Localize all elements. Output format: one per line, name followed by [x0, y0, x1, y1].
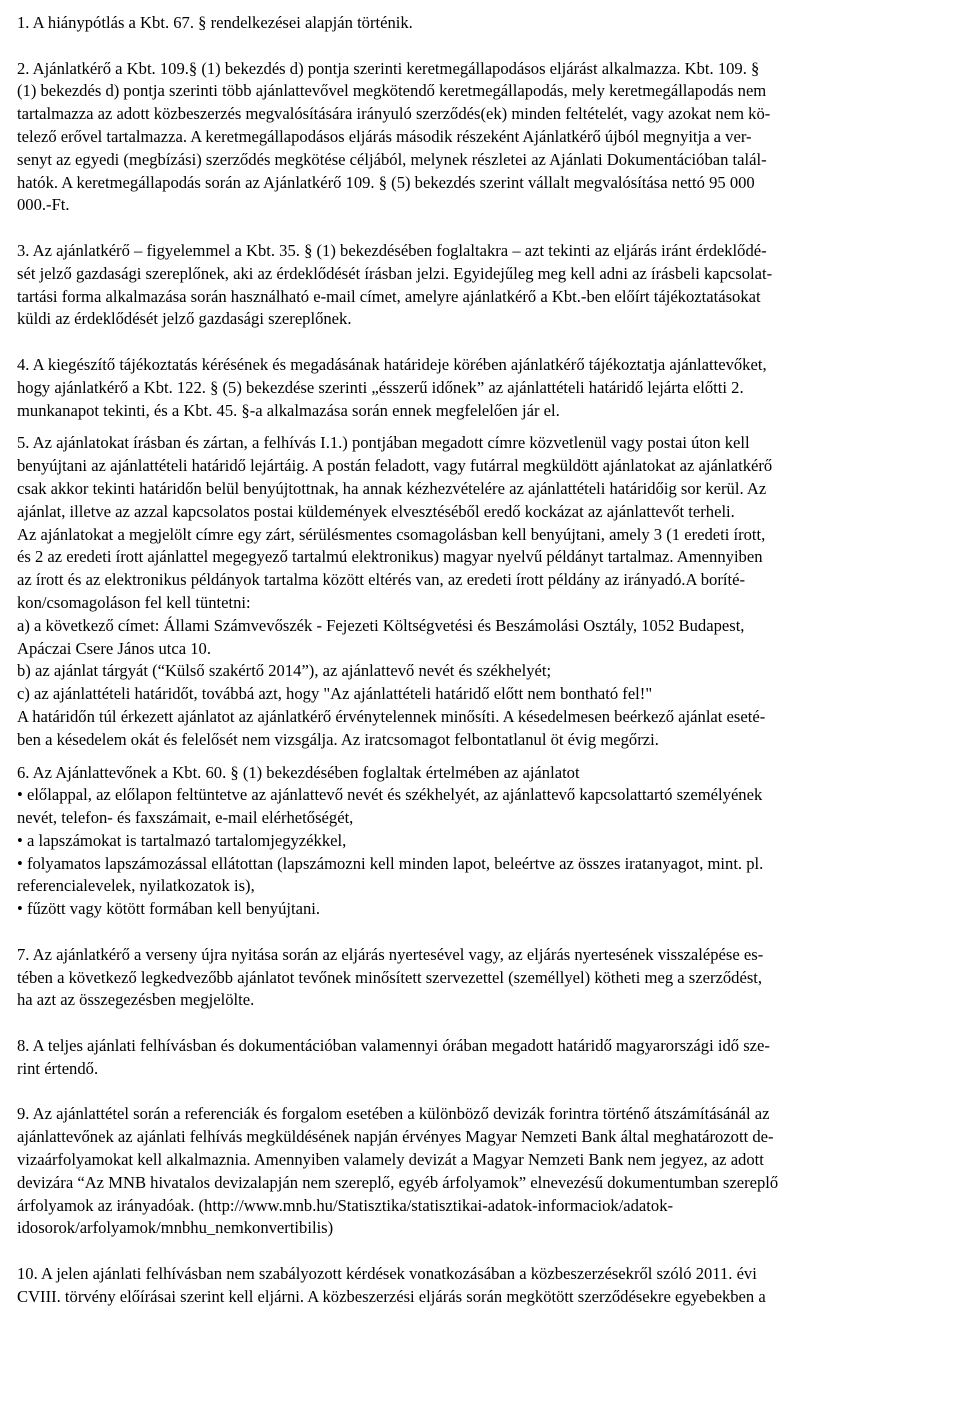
paragraph-gap — [17, 921, 943, 944]
text-line: 1. A hiánypótlás a Kbt. 67. § rendelkezései alapján történik. — [17, 13, 413, 32]
list-item: • a lapszámokat is tartalmazó tartalomjegyzékkel, — [17, 830, 347, 850]
text-line: 000.-Ft. — [17, 195, 70, 215]
text-line: a) a következő címet: Állami Számvevőszék - Fejezeti Költségvetési és Beszámolási Osztály, 1052 Budapest, — [17, 615, 745, 635]
text-line: 3. Az ajánlatkérő – figyelemmel a Kbt. 35. § (1) bekezdésében foglaltakra – azt tekinti az eljárás iránt érdeklődé- — [17, 240, 767, 260]
text-line: csak akkor tekinti határidőn belül benyújtottnak, ha annak kézhezvételére az ajánlattételi határidőig sor kerül. Az — [17, 478, 767, 498]
paragraph-1 — [17, 12, 943, 35]
text-line: senyt az egyedi (megbízási) szerződés megkötése céljából, melynek részletei az Ajánlati Dokumentációban talál- — [17, 149, 767, 169]
text-line: küldi az érdeklődését jelző gazdasági szereplőnek. — [17, 309, 352, 329]
text-line: 7. Az ajánlatkérő a verseny újra nyitása során az eljárás nyertesével vagy, az eljárás nyertesének visszalépése es- — [17, 944, 764, 964]
paragraph-gap — [17, 422, 943, 432]
text-line: ha azt az összegezésben megjelölte. — [17, 990, 255, 1010]
text-line: telező erővel tartalmazza. A keretmegállapodásos eljárás második részeként Ajánlatkérő újból megnyitja a ver- — [17, 126, 752, 146]
text-line: devizára “Az MNB hivatalos devizalapján nem szereplő, egyéb árfolyamok” elnevezésű dokumentumban szereplő — [17, 1172, 779, 1192]
paragraph-gap — [17, 217, 943, 240]
paragraph-gap — [17, 1240, 943, 1263]
text-line: ajánlattevőnek az ajánlati felhívás megküldésének napján érvényes Magyar Nemzeti Bank által meghatározott de- — [17, 1127, 774, 1147]
text-line: (1) bekezdés d) pontja szerinti több ajánlattevővel megkötendő keretmegállapodás, mely keretmegállapodás nem — [17, 81, 767, 101]
paragraph-8 — [17, 1035, 943, 1081]
list-item: • előlappal, az előlapon feltüntetve az ajánlattevő nevét és székhelyét, az ajánlattevő kapcsolattartó személyének — [17, 785, 763, 805]
text-line: benyújtani az ajánlattételi határidő lejártáig. A postán feladott, vagy futárral megküldött ajánlatokat az ajánlatkérő — [17, 456, 773, 476]
paragraph-9 — [17, 1103, 943, 1240]
text-line: árfolyamok az irányadóak. (http://www.mnb.hu/Statisztika/statisztikai-adatok-informaciok/adatok- — [17, 1195, 674, 1215]
paragraph-gap — [17, 1012, 943, 1035]
text-line: hogy ajánlatkérő a Kbt. 122. § (5) bekezdése szerinti „ésszerű időnek” az ajánlattételi határidő lejárta előtti 2. — [17, 377, 744, 397]
text-line: 9. Az ajánlattétel során a referenciák és forgalom esetében a különböző devizák forintra történő átszámításánál az — [17, 1104, 770, 1124]
text-line: referencialevelek, nyilatkozatok is), — [17, 876, 255, 896]
text-line: 4. A kiegészítő tájékoztatás kérésének és megadásának határideje körében ajánlatkérő tájékoztatja ajánlattevőket, — [17, 354, 767, 374]
text-line: idosorok/arfolyamok/mnbhu_nemkonvertibilis) — [17, 1218, 334, 1238]
text-line: tében a következő legkedvezőbb ajánlatot tevőnek minősített szervezettel (személlyel) kötheti meg a szerződést, — [17, 967, 763, 987]
paragraph-4 — [17, 354, 943, 422]
paragraph-6 — [17, 762, 943, 922]
text-line: 8. A teljes ajánlati felhívásban és dokumentációban valamennyi órában megadott határidő magyarországi idő sze- — [17, 1036, 770, 1056]
text-line: nevét, telefon- és faxszámait, e-mail elérhetőségét, — [17, 808, 354, 828]
paragraph-gap — [17, 35, 943, 58]
text-line: 6. Az Ajánlattevőnek a Kbt. 60. § (1) bekezdésében foglaltak értelmében az ajánlatot — [17, 762, 580, 782]
paragraph-gap — [17, 331, 943, 354]
text-line: 10. A jelen ajánlati felhívásban nem szabályozott kérdések vonatkozásában a közbeszerzésekről szóló 2011. évi — [17, 1264, 757, 1284]
paragraph-10 — [17, 1263, 943, 1309]
text-line: az írott és az elektronikus példányok tartalma között eltérés van, az eredeti írott példány az irányadó.A boríté- — [17, 570, 745, 590]
document-body — [17, 12, 943, 1309]
paragraph-2 — [17, 58, 943, 218]
text-line: sét jelző gazdasági szereplőnek, aki az érdeklődését írásban jelzi. Egyidejűleg meg kell adni az írásbeli kapcsolat- — [17, 263, 773, 283]
text-line: tartalmazza az adott közbeszerzés megvalósítására irányuló szerződés(ek) minden feltételét, vagy azokat nem kö- — [17, 104, 771, 124]
text-line: munkanapot tekinti, és a Kbt. 45. §-a alkalmazása során ennek megfelelően jár el. — [17, 400, 560, 420]
text-line: Az ajánlatokat a megjelölt címre egy zárt, sérülésmentes csomagolásban kell benyújtani, amely 3 (1 eredeti írott, — [17, 524, 766, 544]
text-line: ajánlat, illetve az azzal kapcsolatos postai küldemények elvesztéséből eredő kockázat az ajánlattevőt terheli. — [17, 501, 735, 521]
text-line: A határidőn túl érkezett ajánlatot az ajánlatkérő érvénytelennek minősíti. A késedelmesen beérkező ajánlat eseté- — [17, 706, 766, 726]
text-line: kon/csomagoláson fel kell tüntetni: — [17, 592, 251, 612]
paragraph-7 — [17, 944, 943, 1012]
text-line: b) az ajánlat tárgyát (“Külső szakértő 2014”), az ajánlattevő nevét és székhelyét; — [17, 661, 552, 681]
text-line: ben a késedelem okát és felelősét nem vizsgálja. Az iratcsomagot felbontatlanul öt évig megőrzi. — [17, 729, 659, 749]
text-line: 2. Ajánlatkérő a Kbt. 109.§ (1) bekezdés d) pontja szerinti keretmegállapodásos eljárást alkalmazza. Kbt. 109. § — [17, 58, 760, 78]
text-line: Apáczai Csere János utca 10. — [17, 638, 211, 658]
list-item: • folyamatos lapszámozással ellátottan (lapszámozni kell minden lapot, beleértve az összes iratanyagot, mint. pl. — [17, 853, 764, 873]
paragraph-3 — [17, 240, 943, 331]
text-line: vizaárfolyamokat kell alkalmaznia. Amennyiben valamely devizát a Magyar Nemzeti Bank nem jegyez, az adott — [17, 1150, 764, 1170]
text-line: rint értendő. — [17, 1058, 99, 1078]
paragraph-gap — [17, 752, 943, 762]
text-line: 5. Az ajánlatokat írásban és zártan, a felhívás I.1.) pontjában megadott címre közvetlenül vagy postai úton kell — [17, 433, 750, 453]
paragraph-gap — [17, 1081, 943, 1104]
text-line: tartási forma alkalmazása során használható e-mail címet, amelyre ajánlatkérő a Kbt.-ben előírt tájékoztatásokat — [17, 286, 761, 306]
list-item: • fűzött vagy kötött formában kell benyújtani. — [17, 899, 321, 919]
text-line: hatók. A keretmegállapodás során az Ajánlatkérő 109. § (5) bekezdés szerint vállalt megvalósítása nettó 95 000 — [17, 172, 755, 192]
text-line: és 2 az eredeti írott ajánlattel megegyező tartalmú elektronikus) magyar nyelvű példányt tartalmaz. Amennyiben — [17, 547, 763, 567]
text-line: CVIII. törvény előírásai szerint kell eljárni. A közbeszerzési eljárás során megkötött szerződésekre egyebekben a — [17, 1286, 766, 1306]
text-line: c) az ajánlattételi határidőt, továbbá azt, hogy "Az ajánlattételi határidő előtt nem bontható fel!" — [17, 684, 653, 704]
paragraph-5 — [17, 432, 943, 751]
